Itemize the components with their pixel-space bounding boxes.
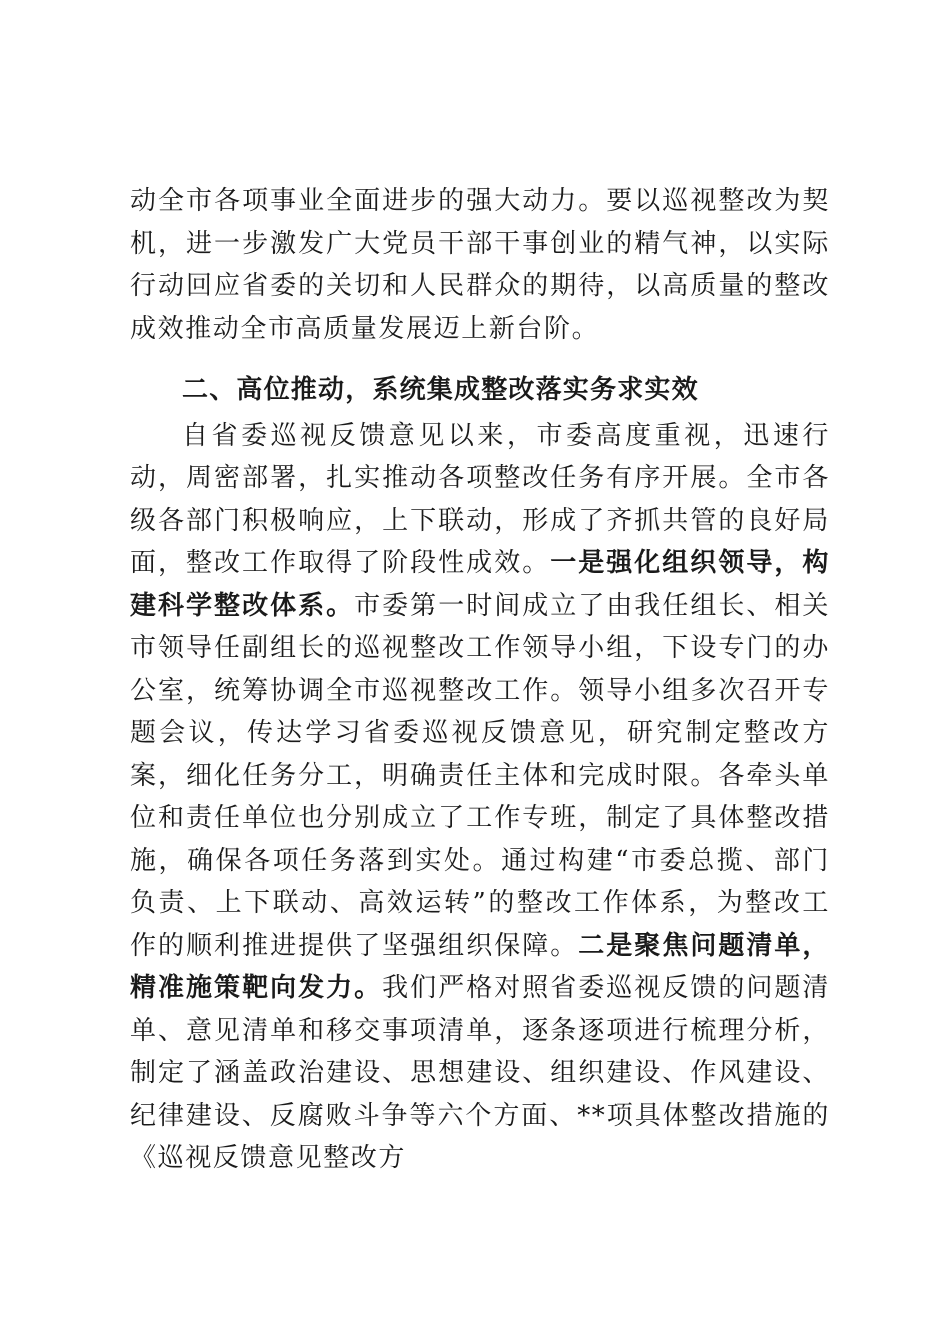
paragraph-continuation: 动全市各项事业全面进步的强大动力。要以巡视整改为契机，进一步激发广大党员干部干事创业的精气神，以实际行动回应省委的关切和人民群众的期待，以高质量的整改成效推动全市高质量发展迈上新台阶。 [130, 186, 830, 344]
paragraph-text-part-2: 市委第一时间成立了由我任组长、相关市领导任副组长的巡视整改工作领导小组，下设专门的办公室，统筹协调全市巡视整改工作。领导小组多次召开专题会议，传达学习省委巡视反馈意见，研究制定整改方案，细化任务分工，明确责任主体和完成时限。各牵头单位和责任单位也分别成立了工作专班，制定了具体整改措施，确保各项任务落到实处。通过构建“市委总揽、部门负责、上下联动、高效运转”的整改工作体系，为整改工作的顺利推进提供了坚强组织保障。 [130, 590, 830, 961]
bold-point-2: 二是聚焦问题清单，精准施策靶向发力。 [130, 930, 830, 1003]
paragraph-main [130, 415, 830, 1180]
document-page [130, 180, 830, 1180]
bold-point-1: 一是强化组织领导，构建科学整改体系。 [130, 548, 830, 621]
paragraph-text-part-1: 自省委巡视反馈意见以来，市委高度重视，迅速行动，周密部署，扎实推动各项整改任务有序开展。全市各级各部门积极响应，上下联动，形成了齐抓共管的良好局面，整改工作取得了阶段性成效。 [130, 420, 830, 578]
section-heading: 二、高位推动，系统集成整改落实务求实效 [182, 375, 699, 405]
paragraph-text-part-3: 我们严格对照省委巡视反馈的问题清单、意见清单和移交事项清单，逐条逐项进行梳理分析，制定了涵盖政治建设、思想建设、组织建设、作风建设、纪律建设、反腐败斗争等六个方面、**项具体整改措施的《巡视反馈意见整改方 [130, 973, 830, 1173]
